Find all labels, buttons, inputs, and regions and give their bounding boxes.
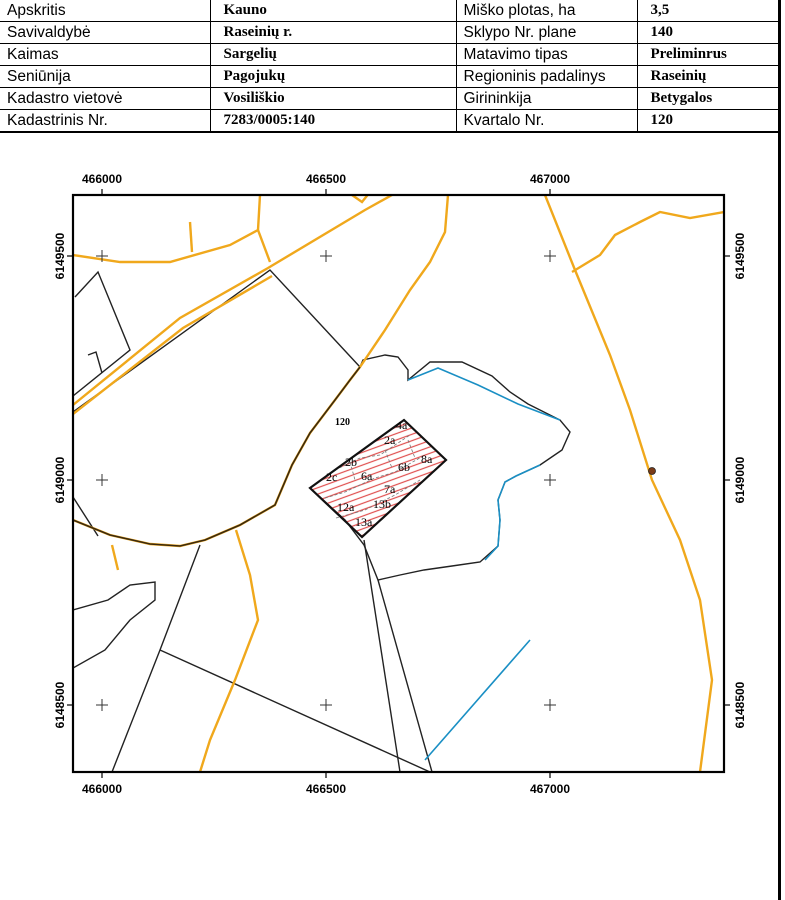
info-value: 3,5 xyxy=(637,0,778,22)
quarter-label: 120 xyxy=(335,417,350,428)
info-value: 140 xyxy=(637,22,778,44)
info-label: Kvartalo Nr. xyxy=(456,110,637,133)
plot-label: 4a xyxy=(396,418,408,432)
x-tick-label: 466500 xyxy=(305,782,347,796)
info-value: 120 xyxy=(637,110,778,133)
table-row xyxy=(0,88,778,110)
table-row xyxy=(0,22,778,44)
water-streams xyxy=(408,368,560,760)
info-label: Apskritis xyxy=(0,0,210,22)
info-value: Raseinių xyxy=(637,66,778,88)
info-label: Kadastrinis Nr. xyxy=(0,110,210,133)
table-row xyxy=(0,0,778,22)
x-tick-label: 466000 xyxy=(81,782,123,796)
info-label: Matavimo tipas xyxy=(456,44,637,66)
plot-label: 13a xyxy=(355,515,373,529)
cadastral-map xyxy=(0,160,785,900)
table-row xyxy=(0,44,778,66)
plot-label: 12a xyxy=(337,500,355,514)
table-row xyxy=(0,110,778,133)
plot-label: 6a xyxy=(361,469,373,483)
info-value: Vosiliškio xyxy=(210,88,456,110)
x-tick-label: 467000 xyxy=(529,782,571,796)
location-point-icon xyxy=(649,468,656,475)
plot-label: 13b xyxy=(373,497,391,511)
y-tick-label: 6149500 xyxy=(733,232,747,280)
plot-label: 6b xyxy=(398,460,410,474)
info-label: Kadastro vietovė xyxy=(0,88,210,110)
y-tick-label: 6149000 xyxy=(53,456,67,504)
info-label: Kaimas xyxy=(0,44,210,66)
plot-label: 2b xyxy=(345,455,357,469)
y-tick-label: 6148500 xyxy=(53,681,67,729)
plot-label: 7a xyxy=(384,482,396,496)
info-label: Savivaldybė xyxy=(0,22,210,44)
info-value: 7283/0005:140 xyxy=(210,110,456,133)
cadastral-info-table xyxy=(0,0,779,133)
plot-label: 2a xyxy=(384,433,396,447)
x-tick-label: 467000 xyxy=(529,172,571,186)
info-label: Regioninis padalinys xyxy=(456,66,637,88)
info-value: Kauno xyxy=(210,0,456,22)
x-tick-label: 466000 xyxy=(81,172,123,186)
info-value: Raseinių r. xyxy=(210,22,456,44)
info-label: Sklypo Nr. plane xyxy=(456,22,637,44)
y-tick-label: 6149000 xyxy=(733,456,747,504)
y-tick-label: 6148500 xyxy=(733,681,747,729)
forest-edge-line xyxy=(73,367,360,546)
x-tick-label: 466500 xyxy=(305,172,347,186)
table-row xyxy=(0,66,778,88)
info-label: Seniūnija xyxy=(0,66,210,88)
info-label: Miško plotas, ha xyxy=(456,0,637,22)
info-value: Preliminrus xyxy=(637,44,778,66)
info-label: Girininkija xyxy=(456,88,637,110)
info-value: Betygalos xyxy=(637,88,778,110)
plot-label: 8a xyxy=(421,452,433,466)
y-tick-label: 6149500 xyxy=(53,232,67,280)
info-value: Pagojukų xyxy=(210,66,456,88)
plot-label: 2c xyxy=(326,470,338,484)
info-value: Sargelių xyxy=(210,44,456,66)
